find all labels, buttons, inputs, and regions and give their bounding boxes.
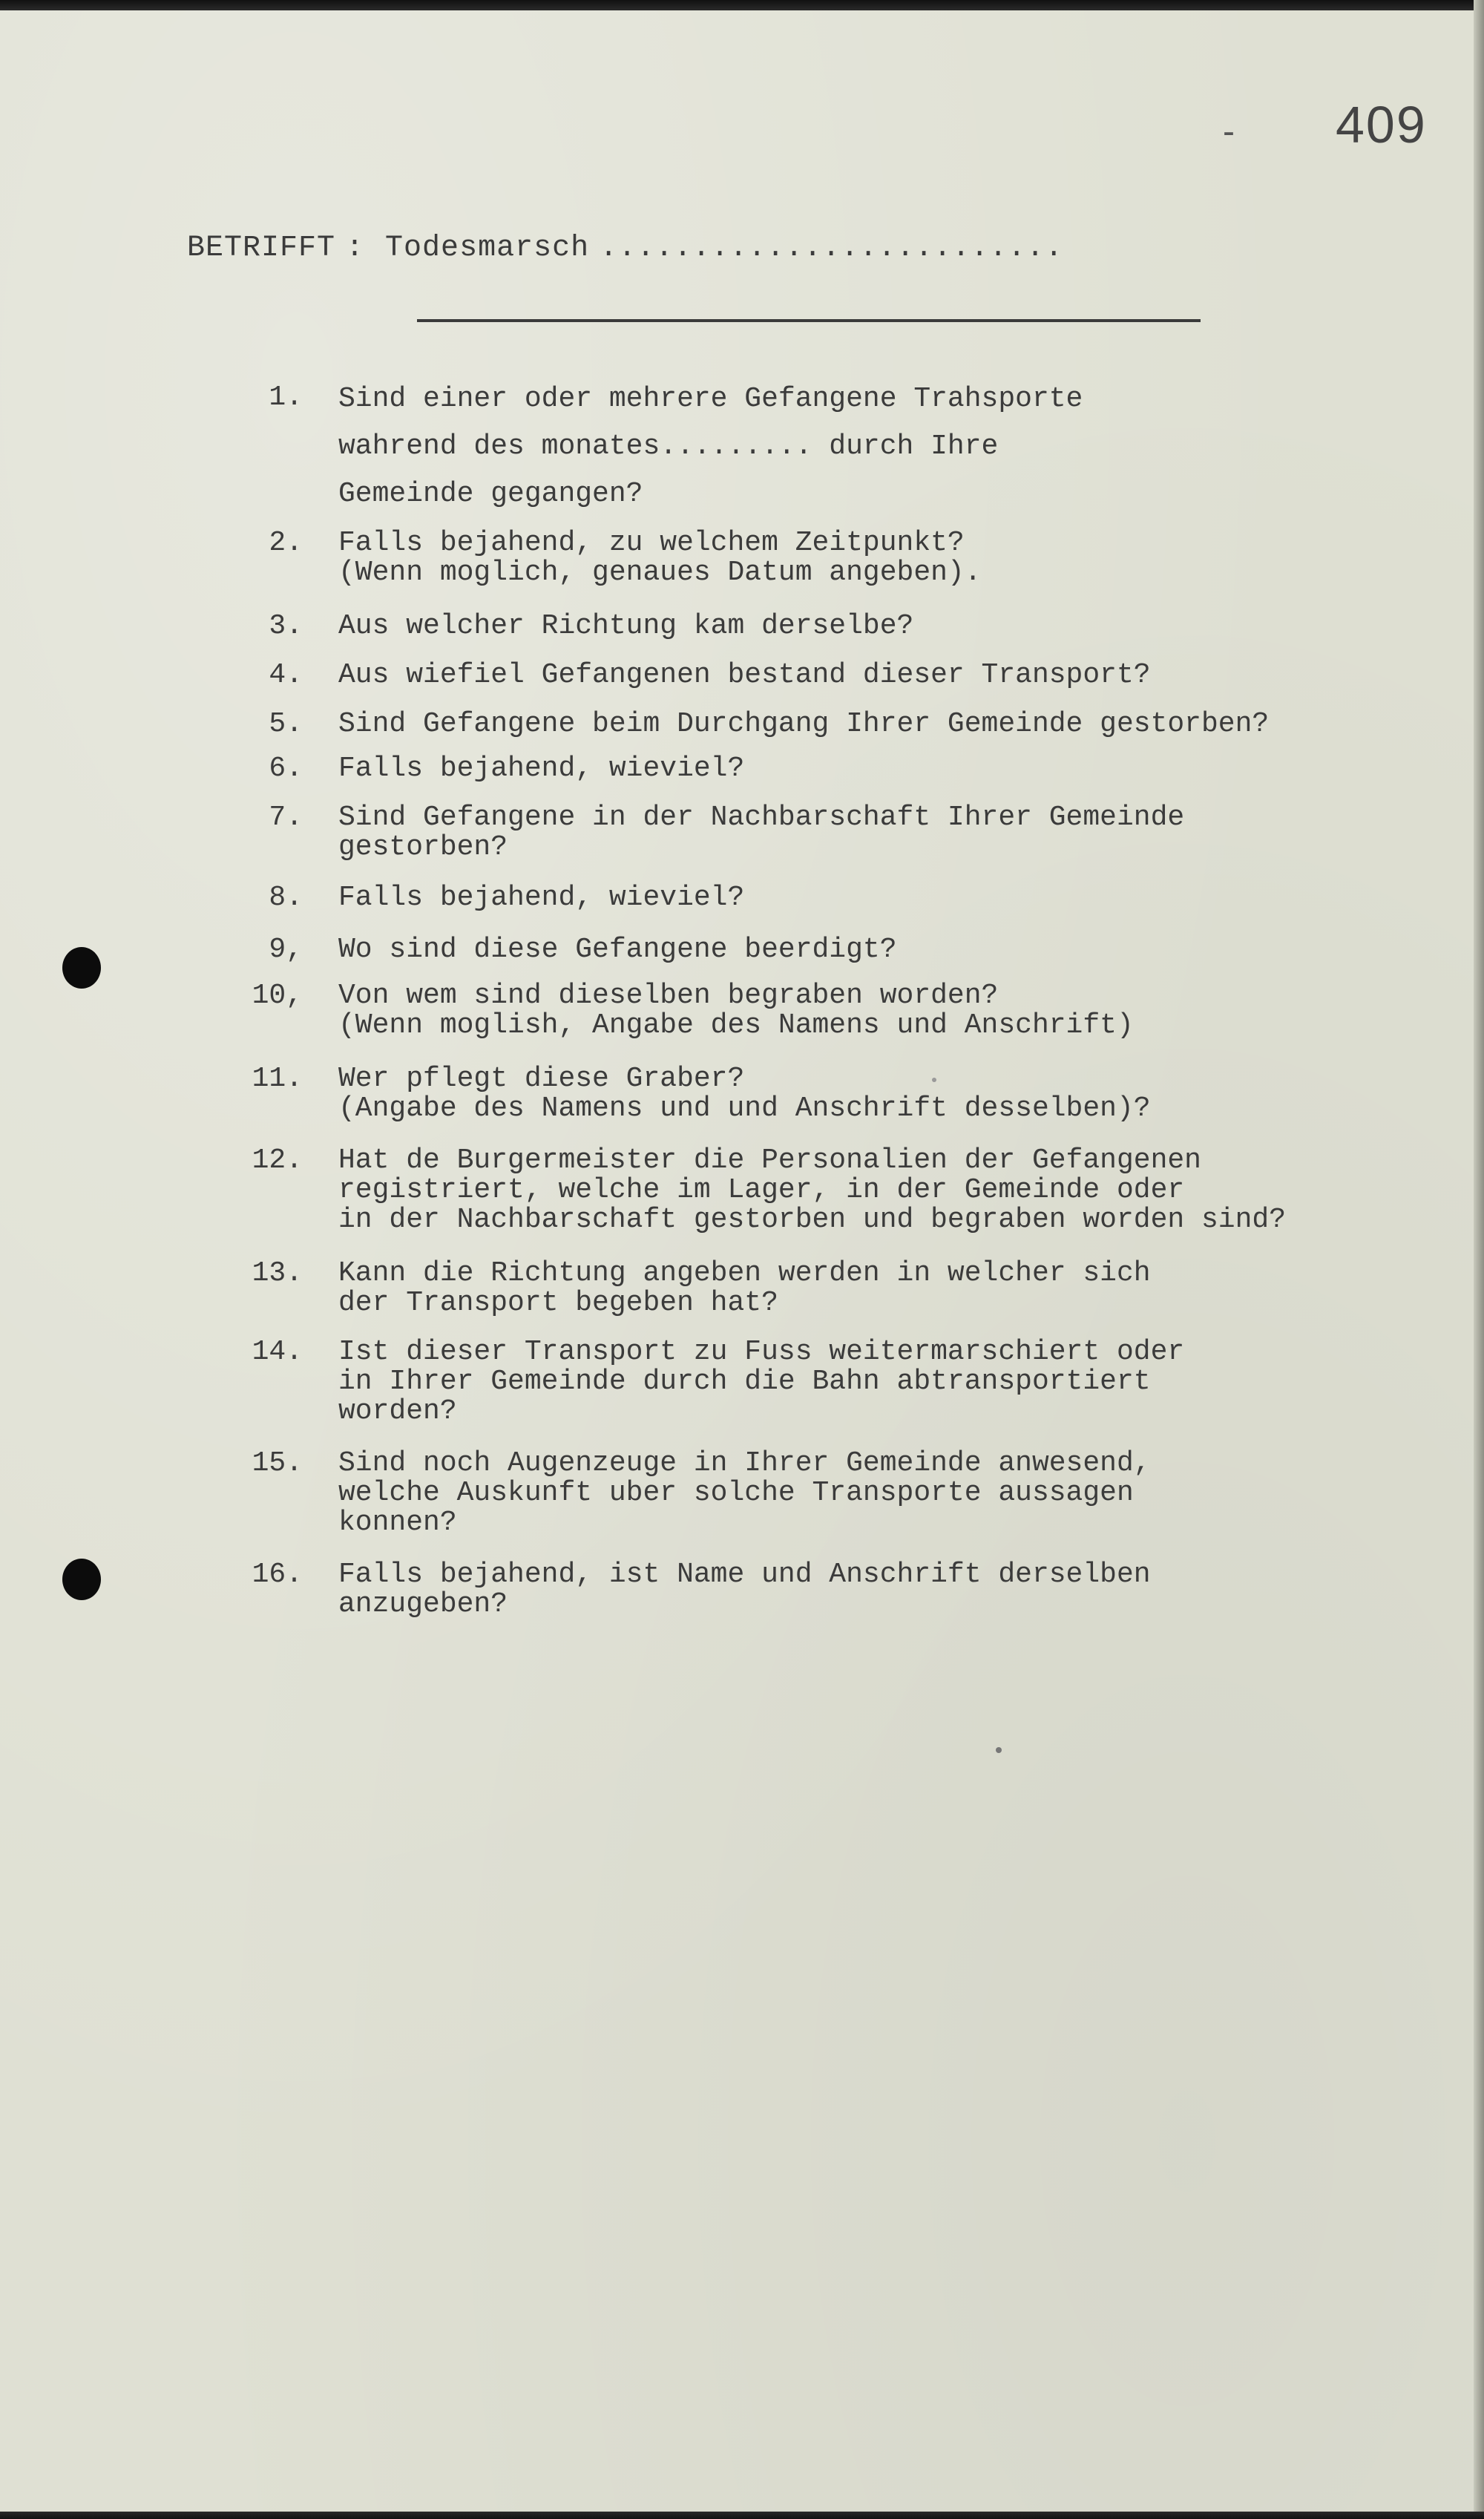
question-line: Falls bejahend, ist Name und Anschrift derselben [338, 1559, 1151, 1591]
question-text [338, 1337, 1451, 1426]
question-text [338, 612, 1451, 641]
question-line: Ist dieser Transport zu Fuss weitermarschiert oder [338, 1336, 1185, 1368]
question-line: registriert, welche im Lager, in der Gemeinde oder [338, 1174, 1185, 1206]
subject-dots: ......................... [600, 232, 1064, 265]
question-text [338, 883, 1451, 913]
question-number: 9, [269, 934, 303, 966]
question-text [338, 935, 1451, 965]
question-text [338, 803, 1451, 862]
question-number: 12. [252, 1144, 303, 1176]
question-line: Wo sind diese Gefangene beerdigt? [338, 934, 897, 966]
question-line: Sind Gefangene in der Nachbarschaft Ihrer Gemeinde [338, 802, 1185, 833]
question-line: Hat de Burgermeister die Personalien der Gefangenen [338, 1144, 1201, 1176]
question-line: in Ihrer Gemeinde durch die Bahn abtransportiert [338, 1366, 1151, 1398]
question-number: 15. [252, 1447, 303, 1479]
question-number: 14. [252, 1336, 303, 1368]
question-line: Falls bejahend, wieviel? [338, 753, 745, 784]
punch-hole-lower [62, 1559, 101, 1600]
question-text [338, 528, 1451, 588]
question-text [338, 1560, 1451, 1619]
question-line: Aus welcher Richtung kam derselbe? [338, 610, 914, 642]
question-line: anzugeben? [338, 1588, 508, 1620]
subject-label: BETRIFFT [187, 232, 336, 265]
question-line: Aus wiefiel Gefangenen bestand dieser Transport? [338, 659, 1151, 691]
subject-separator: : [346, 232, 365, 265]
question-number: 13. [252, 1257, 303, 1289]
subject-value: Todesmarsch [385, 232, 590, 265]
question-text [338, 981, 1451, 1041]
ink-speck [932, 1078, 936, 1082]
question-number: 8. [269, 882, 303, 914]
question-line: (Wenn moglich, genaues Datum angeben). [338, 557, 982, 589]
question-line: gestorben? [338, 831, 508, 863]
question-line: Wer pflegt diese Graber? [338, 1063, 745, 1095]
question-text [338, 1449, 1451, 1538]
question-line: Sind noch Augenzeuge in Ihrer Gemeinde anwesend, [338, 1447, 1151, 1479]
question-text [338, 1064, 1451, 1124]
question-text [338, 1146, 1451, 1235]
question-number: 1. [269, 381, 303, 413]
question-line: wahrend des monates......... durch Ihre [338, 430, 999, 462]
question-number: 16. [252, 1559, 303, 1591]
question-line: (Wenn moglish, Angabe des Namens und Anschrift) [338, 1009, 1134, 1041]
question-line: Falls bejahend, zu welchem Zeitpunkt? [338, 527, 965, 559]
question-line: Sind Gefangene beim Durchgang Ihrer Gemeinde gestorben? [338, 708, 1270, 740]
question-line: Von wem sind dieselben begraben worden? [338, 980, 999, 1012]
question-number: 5. [269, 708, 303, 740]
question-line: Kann die Richtung angeben werden in welcher sich [338, 1257, 1151, 1289]
question-number: 2. [269, 527, 303, 559]
punch-hole-upper [62, 947, 101, 989]
question-line: Falls bejahend, wieviel? [338, 882, 745, 914]
question-number: 7. [269, 802, 303, 833]
question-line: worden? [338, 1395, 457, 1427]
question-number: 10, [252, 980, 303, 1012]
page-number-dash: - [1223, 112, 1235, 151]
question-text [338, 1259, 1451, 1318]
question-line: welche Auskunft uber solche Transporte aussagen [338, 1477, 1134, 1509]
question-line: der Transport begeben hat? [338, 1287, 778, 1319]
page-number: 409 [1336, 96, 1427, 154]
question-line: konnen? [338, 1507, 457, 1539]
question-line: Gemeinde gegangen? [338, 478, 643, 510]
question-number: 3. [269, 610, 303, 642]
question-number: 11. [252, 1063, 303, 1095]
question-text [338, 754, 1451, 784]
question-text [338, 710, 1451, 739]
question-line: Sind einer oder mehrere Gefangene Trahsporte [338, 383, 1083, 415]
question-line: (Angabe des Namens und und Anschrift desselben)? [338, 1093, 1151, 1124]
question-number: 6. [269, 753, 303, 784]
ink-speck [996, 1747, 1002, 1753]
question-number: 4. [269, 659, 303, 691]
question-line: in der Nachbarschaft gestorben und begraben worden sind? [338, 1204, 1287, 1236]
question-text [338, 661, 1451, 690]
question-text [338, 376, 1451, 518]
